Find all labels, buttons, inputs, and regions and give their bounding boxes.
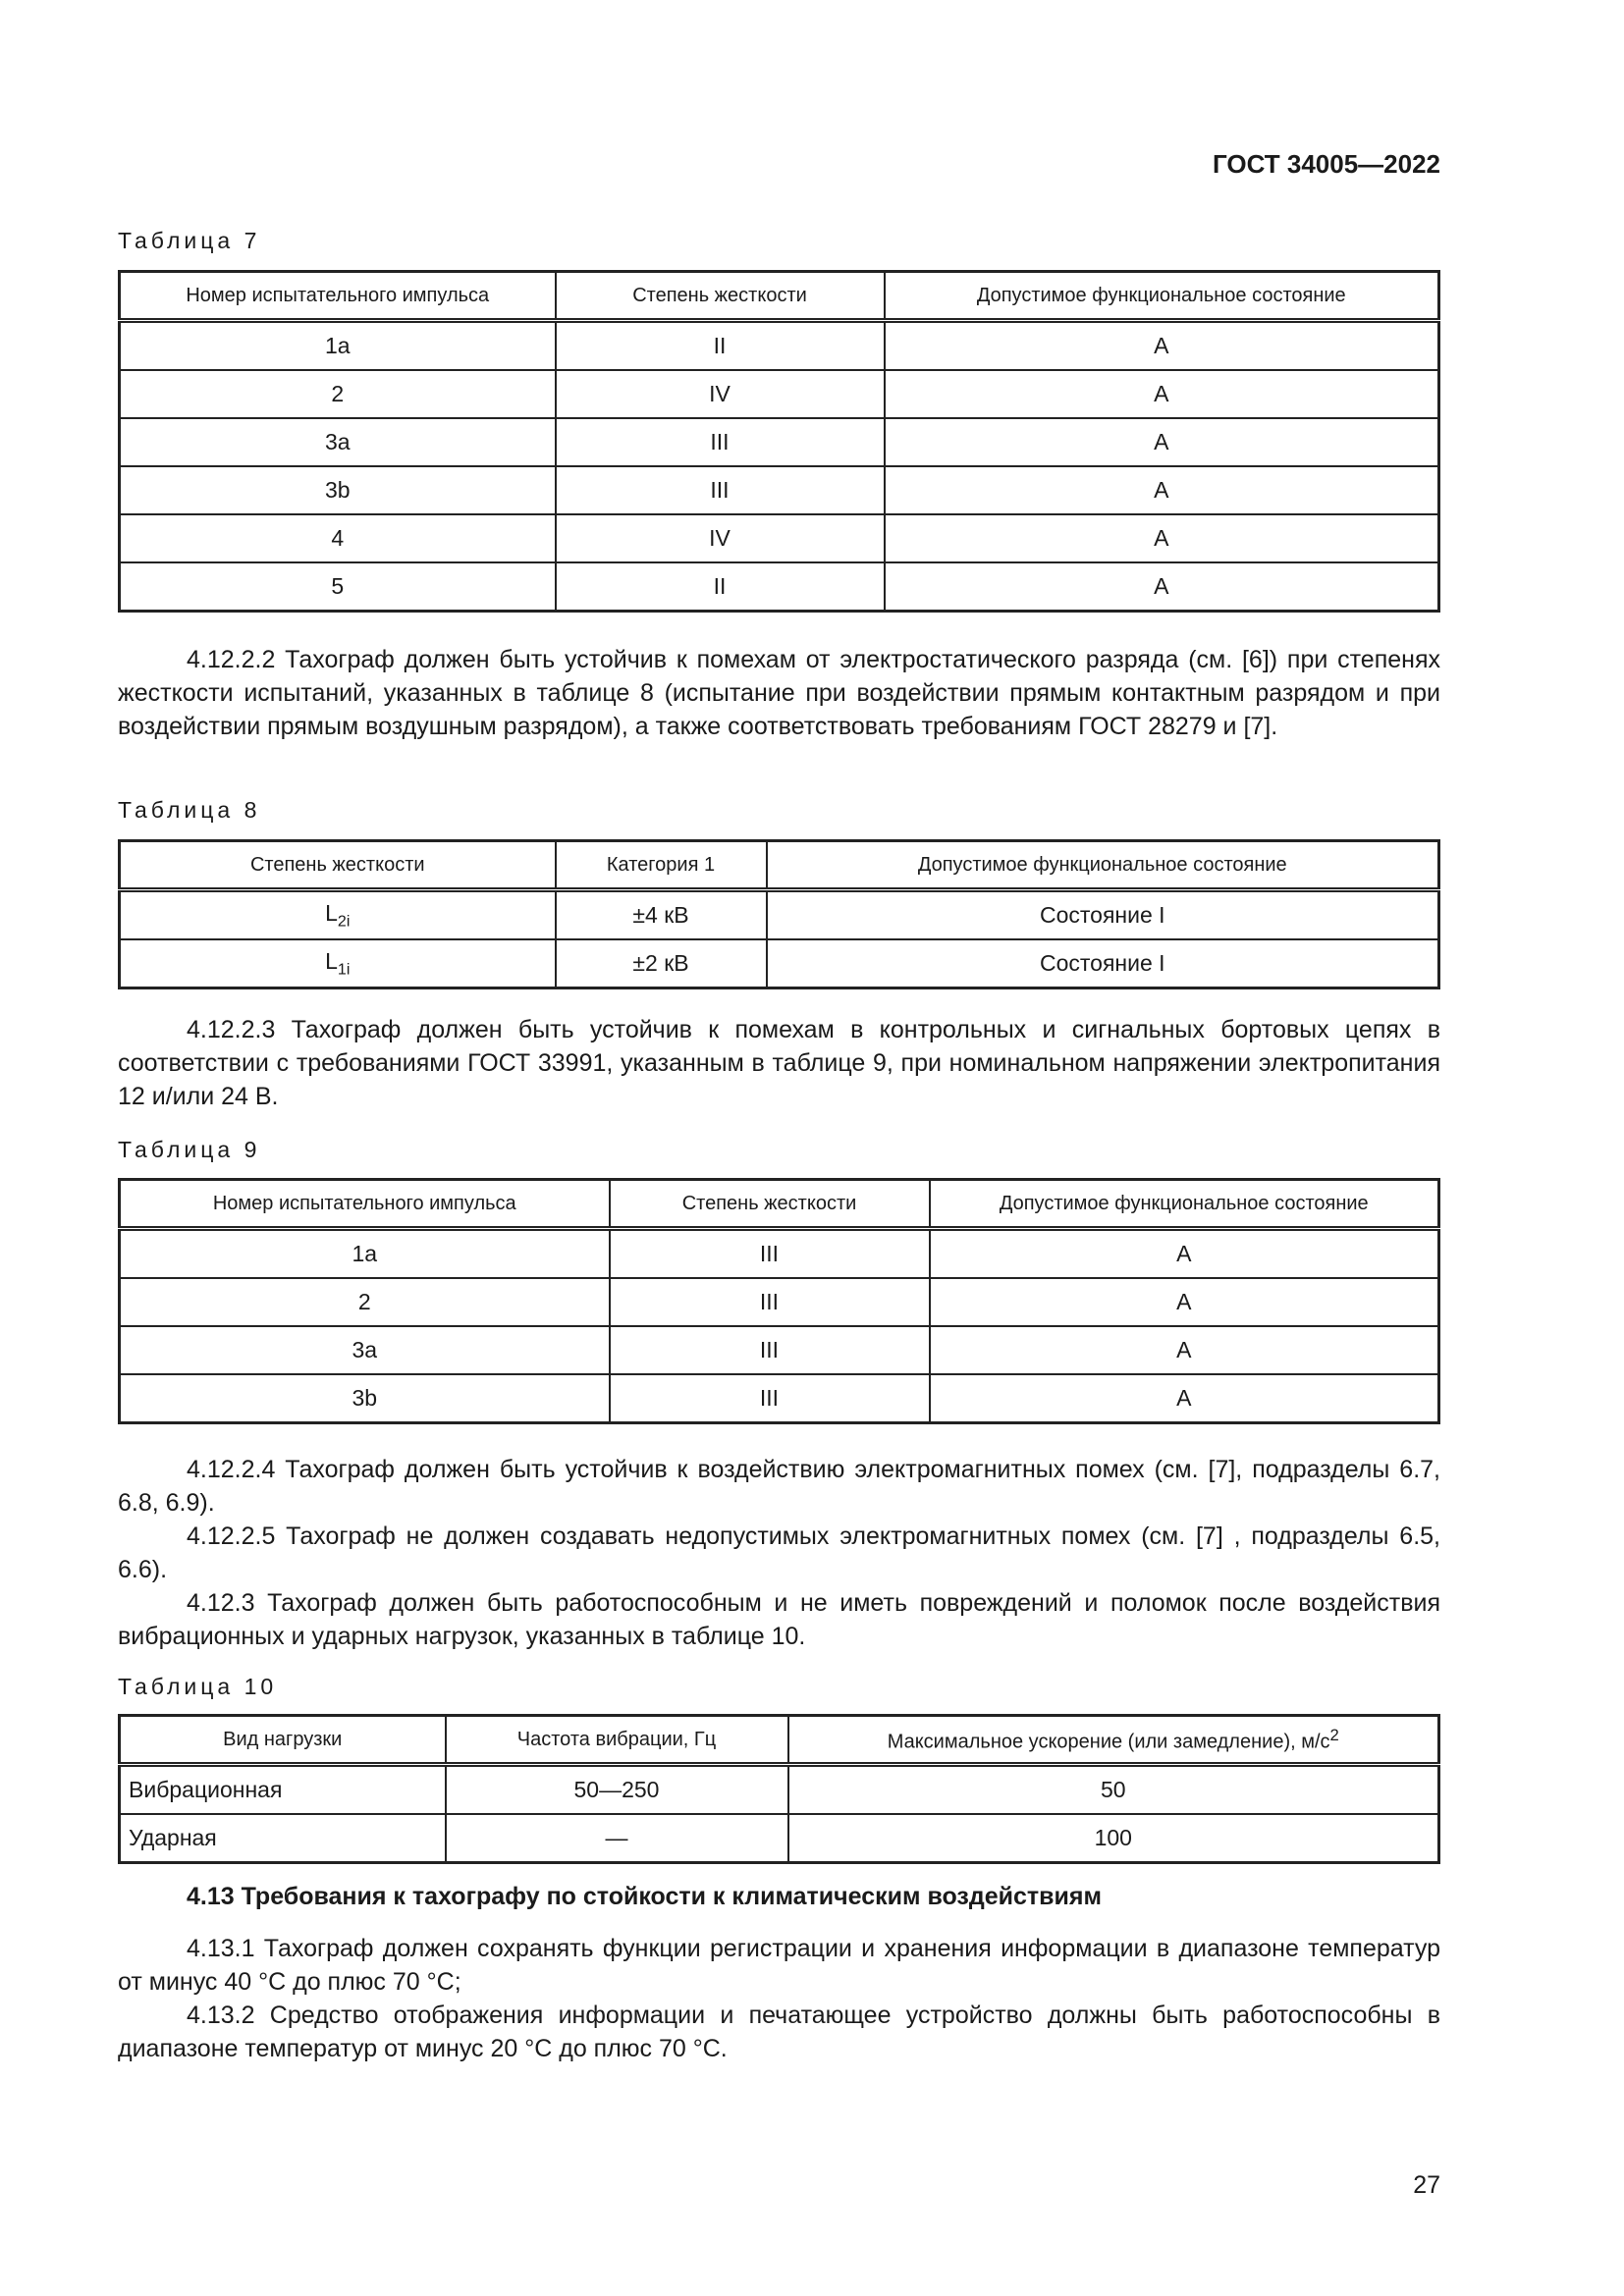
cell: 1a	[120, 1229, 610, 1279]
cell: ±4 кВ	[556, 890, 767, 940]
table-row	[120, 890, 1439, 940]
paragraph-4-12-2-4: 4.12.2.4 Тахограф должен быть устойчив к воздействию электромагнитных помех (см. [7], подразделы 6.7, 6.8, 6.9).	[118, 1456, 1440, 1517]
column-header: Степень жесткости	[610, 1180, 930, 1229]
cell-subscript: 1i	[337, 961, 351, 979]
section-heading-4-13: 4.13 Требования к тахографу по стойкости к климатическим воздействиям	[187, 1883, 1102, 1910]
table-row	[120, 321, 1439, 371]
paragraph-4-12-3: 4.12.3 Тахограф должен быть работоспособным и не иметь повреждений и поломок после воздействия вибрационных и ударных нагрузок, указанных в таблице 10.	[118, 1589, 1440, 1650]
paragraph-4-13-1: 4.13.1 Тахограф должен сохранять функции регистрации и хранения информации в диапазоне температур от минус 40 °С до плюс 70 °С;	[118, 1935, 1440, 1996]
column-header-text: Максимальное ускорение (или замедление), м/с	[887, 1731, 1330, 1753]
paragraph-4-12-2-2: 4.12.2.2 Тахограф должен быть устойчив к помехам от электростатического разряда (см. [6]) при степенях жесткости испытаний, указанных в таблице 8 (испытание при воздействии прямым контактным разрядом и при воздействии прямым воздушным разрядом), а также соответствовать требованиям ГОСТ 28279 и [7].	[118, 646, 1440, 740]
cell: 2	[120, 370, 556, 418]
cell: III	[610, 1229, 930, 1279]
table-row	[120, 939, 1439, 988]
paragraph-4-13-2: 4.13.2 Средство отображения информации и печатающее устройство должны быть работоспособны в диапазоне температур от минус 20 °С до плюс 70 °С.	[118, 2002, 1440, 2062]
cell: 5	[120, 562, 556, 612]
document-header: ГОСТ 34005—2022	[1213, 149, 1440, 179]
cell: Вибрационная	[120, 1765, 446, 1815]
column-header: Номер испытательного импульса	[120, 272, 556, 321]
cell: 3a	[120, 1326, 610, 1374]
table-row	[120, 370, 1439, 418]
cell: A	[930, 1326, 1439, 1374]
table-7	[118, 270, 1440, 613]
column-header: Номер испытательного импульса	[120, 1180, 610, 1229]
table-row	[120, 1374, 1439, 1423]
cell: 1a	[120, 321, 556, 371]
cell: III	[610, 1326, 930, 1374]
cell: A	[885, 370, 1439, 418]
cell: III	[610, 1278, 930, 1326]
column-header	[788, 1716, 1439, 1765]
column-header: Частота вибрации, Гц	[446, 1716, 788, 1765]
column-header: Степень жесткости	[120, 841, 556, 890]
column-header: Допустимое функциональное состояние	[930, 1180, 1439, 1229]
cell: A	[930, 1278, 1439, 1326]
paragraph-4-12-2-3: 4.12.2.3 Тахограф должен быть устойчив к помехам в контрольных и сигнальных бортовых цепях в соответствии с требованиями ГОСТ 33991, указанным в таблице 9, при номинальном напряжении электропитания 12 и/или 24 В.	[118, 1016, 1440, 1110]
table-row	[120, 514, 1439, 562]
cell: L	[325, 899, 338, 926]
cell: III	[556, 418, 885, 466]
cell: 50—250	[446, 1765, 788, 1815]
column-header: Допустимое функциональное состояние	[767, 841, 1439, 890]
cell: 3b	[120, 466, 556, 514]
paragraph-4-12-2-5: 4.12.2.5 Тахограф не должен создавать недопустимых электромагнитных помех (см. [7] , подразделы 6.5, 6.6).	[118, 1522, 1440, 1583]
cell: L	[325, 947, 338, 974]
cell: A	[885, 418, 1439, 466]
cell: 50	[788, 1765, 1439, 1815]
cell: II	[556, 321, 885, 371]
table-row	[120, 466, 1439, 514]
page-number: 27	[1413, 2171, 1440, 2199]
cell: IV	[556, 370, 885, 418]
cell: A	[885, 466, 1439, 514]
table-row	[120, 562, 1439, 612]
column-header: Вид нагрузки	[120, 1716, 446, 1765]
column-header: Допустимое функциональное состояние	[885, 272, 1439, 321]
cell: 4	[120, 514, 556, 562]
column-header: Категория 1	[556, 841, 767, 890]
table-row	[120, 1278, 1439, 1326]
cell-subscript: 2i	[337, 913, 351, 931]
table-row	[120, 1229, 1439, 1279]
cell: A	[930, 1229, 1439, 1279]
table-8	[118, 839, 1440, 989]
cell: Состояние I	[767, 939, 1439, 988]
cell: Ударная	[120, 1814, 446, 1863]
table-7-caption: Таблица 7	[118, 228, 261, 253]
table-row	[120, 418, 1439, 466]
cell: II	[556, 562, 885, 612]
cell: A	[885, 562, 1439, 612]
superscript: 2	[1329, 1725, 1339, 1744]
table-10	[118, 1714, 1440, 1864]
table-row	[120, 1765, 1439, 1815]
table-8-caption: Таблица 8	[118, 797, 261, 823]
cell: 2	[120, 1278, 610, 1326]
cell: A	[930, 1374, 1439, 1423]
cell: III	[610, 1374, 930, 1423]
column-header: Степень жесткости	[556, 272, 885, 321]
cell: 3b	[120, 1374, 610, 1423]
table-row	[120, 1326, 1439, 1374]
table-9-caption: Таблица 9	[118, 1137, 261, 1162]
cell: A	[885, 514, 1439, 562]
cell: A	[885, 321, 1439, 371]
cell: Состояние I	[767, 890, 1439, 940]
table-row	[120, 1814, 1439, 1863]
cell: 3a	[120, 418, 556, 466]
cell: III	[556, 466, 885, 514]
cell: 100	[788, 1814, 1439, 1863]
table-9	[118, 1178, 1440, 1424]
cell: —	[446, 1814, 788, 1863]
cell: IV	[556, 514, 885, 562]
table-10-caption: Таблица 10	[118, 1674, 278, 1699]
cell: ±2 кВ	[556, 939, 767, 988]
